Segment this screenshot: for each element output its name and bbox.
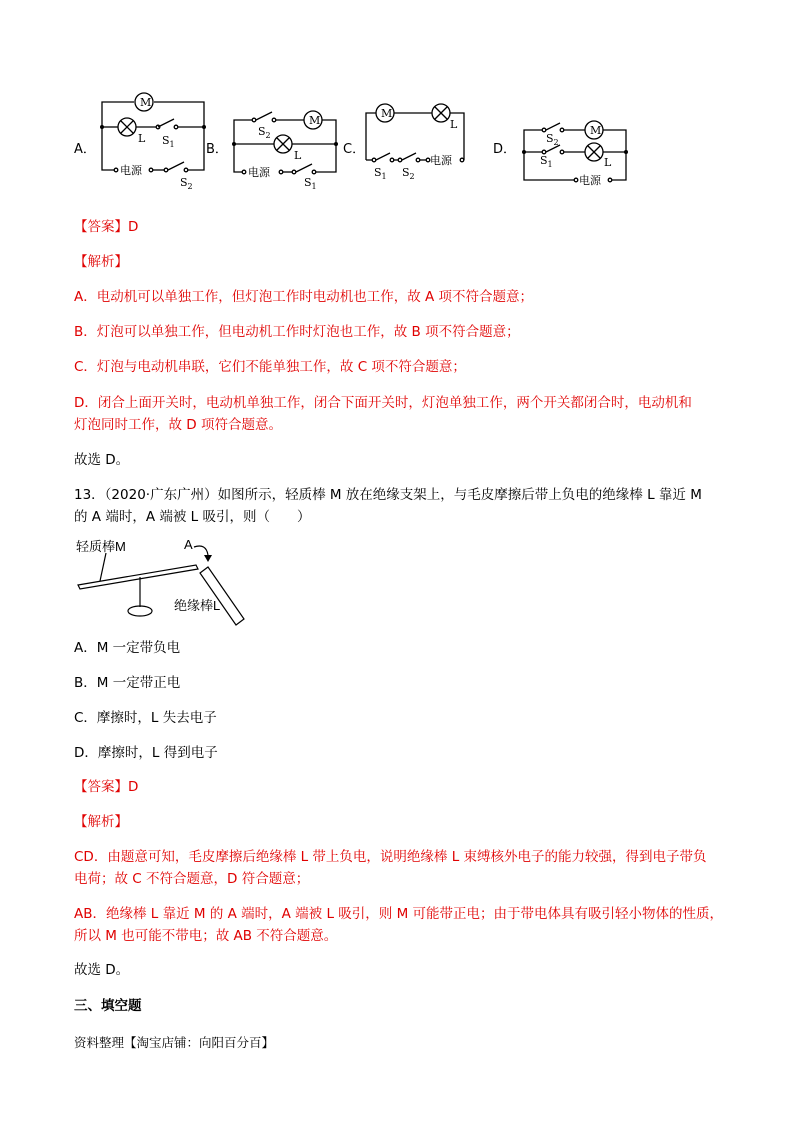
- q13-figure: [76, 535, 276, 634]
- svg-text:S2: $S_2$: [180, 176, 193, 191]
- q12-analysis-label: 【解析】: [74, 254, 128, 270]
- svg-text:M: M: [590, 124, 602, 137]
- svg-text:M: M: [309, 114, 321, 127]
- svg-text:L: L: [604, 156, 612, 169]
- q12-analysis-line: D．闭合上面开关时，电动机单独工作，闭合下面开关时，灯泡单独工作，两个开关都闭合时，电动机和: [74, 395, 692, 411]
- svg-text:S2: $S_2$: [258, 125, 271, 140]
- q13-analysis-line: 电荷；故 C 不符合题意，D 符合题意；: [74, 871, 310, 887]
- option-d-label: D．: [493, 142, 517, 157]
- q12-analysis-line: C．灯泡与电动机串联，它们不能单独工作，故 C 项不符合题意；: [74, 359, 466, 375]
- svg-text:S2: $S_2$: [546, 132, 559, 147]
- q13-analysis-label: 【解析】: [74, 814, 128, 830]
- q12-analysis-line: B．灯泡可以单独工作，但电动机工作时灯泡也工作，故 B 项不符合题意；: [74, 324, 520, 340]
- q13-analysis-line: 所以 M 也可能不带电；故 AB 不符合题意。: [74, 928, 338, 944]
- circuit-diagram-b: [228, 104, 343, 193]
- q13-option: A．M 一定带负电: [74, 640, 181, 656]
- q12-analysis-line: 灯泡同时工作，故 D 项符合题意。: [74, 417, 282, 433]
- section-heading: 三、填空题: [74, 998, 142, 1014]
- q13-analysis-line: AB．绝缘棒 L 靠近 M 的 A 端时，A 端被 L 吸引，则 M 可能带正电；由于带电体具有吸引轻小物体的性质，: [74, 906, 724, 922]
- svg-text:S1: $S_1$: [162, 134, 175, 149]
- svg-text:S1: $S_1$: [540, 154, 553, 169]
- q13-conclusion: 故选 D。: [74, 962, 130, 978]
- q12-conclusion: 故选 D。: [74, 452, 130, 468]
- svg-text:S2: $S_2$: [402, 166, 415, 181]
- q13-option: B．M 一定带正电: [74, 675, 181, 691]
- option-b-label: B．: [206, 142, 228, 157]
- q13-option: D．摩擦时，L 得到电子: [74, 745, 218, 761]
- switch-s2-label: S: [180, 176, 188, 189]
- svg-text:S1: $S_1$: [304, 176, 317, 191]
- q13-analysis-line: CD．由题意可知，毛皮摩擦后绝缘棒 L 带上负电，说明绝缘棒 L 束缚核外电子的能力较强，得到电子带负: [74, 849, 707, 865]
- q13-option: C．摩擦时，L 失去电子: [74, 710, 217, 726]
- power-supply-label: 电源: [120, 164, 142, 177]
- svg-text:S1: $S_1$: [374, 166, 387, 181]
- svg-text:M: M: [381, 107, 393, 120]
- motor-label: M: [140, 96, 152, 109]
- insulating-rod-label: 绝缘棒L: [174, 598, 221, 613]
- svg-text:电源: 电源: [579, 174, 601, 187]
- circuit-diagram-c: [360, 100, 470, 189]
- svg-text:电源: 电源: [430, 154, 452, 167]
- switch-s1-label: S: [162, 134, 170, 147]
- option-c-label: C．: [343, 142, 366, 157]
- q12-analysis-line: A．电动机可以单独工作，但灯泡工作时电动机也工作，故 A 项不符合题意；: [74, 289, 534, 305]
- option-a-label: A．: [74, 142, 96, 157]
- q12-answer: 【答案】D: [74, 219, 139, 235]
- lamp-label: L: [138, 132, 146, 145]
- circuit-diagram-a: [96, 92, 216, 191]
- svg-text:L: L: [450, 118, 458, 131]
- q13-stem: 13．（2020·广东广州）如图所示，轻质棒 M 放在绝缘支架上，与毛皮摩擦后带上负电的绝缘棒 L 靠近 M: [74, 487, 702, 503]
- footer-note: 资料整理【淘宝店铺：向阳百分百】: [74, 1035, 275, 1050]
- svg-text:L: L: [294, 149, 302, 162]
- circuit-diagram-d: [518, 116, 633, 195]
- svg-text:电源: 电源: [248, 166, 270, 179]
- end-a-label: A: [184, 537, 193, 552]
- light-rod-label: 轻质棒M: [76, 539, 126, 554]
- q13-answer: 【答案】D: [74, 779, 139, 795]
- q13-stem: 的 A 端时，A 端被 L 吸引，则（ ）: [74, 509, 311, 525]
